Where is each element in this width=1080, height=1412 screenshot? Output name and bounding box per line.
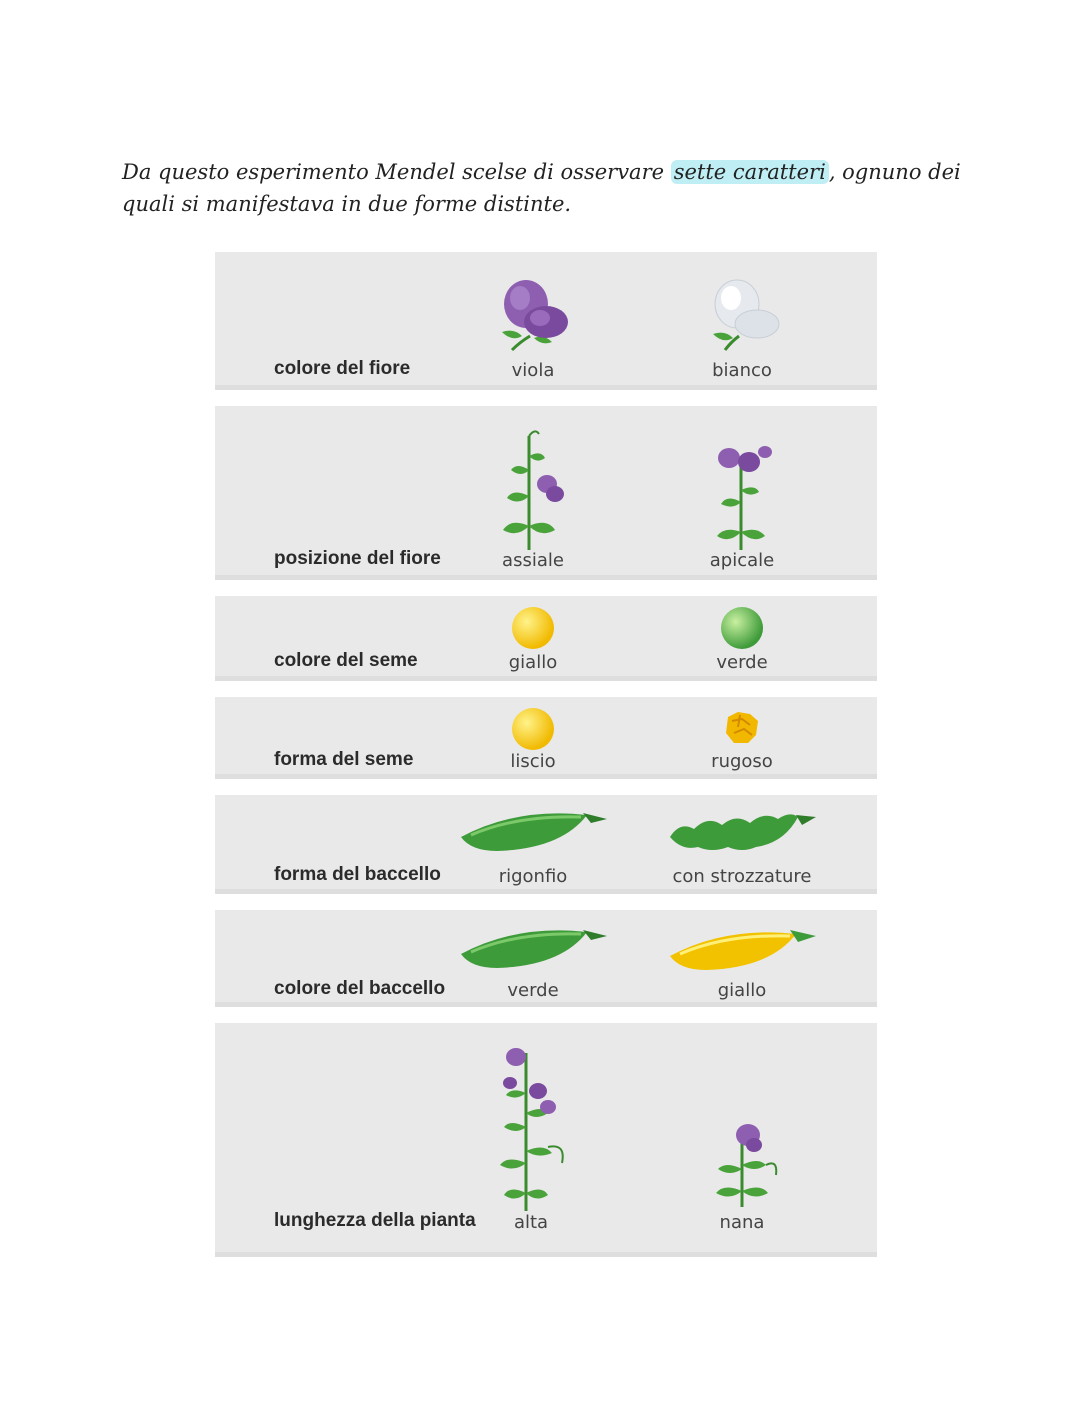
dwarf-plant-icon <box>702 1121 782 1207</box>
inflated-pod-icon <box>457 801 609 855</box>
white-flower-icon <box>699 276 785 354</box>
variant-a-label: rigonfio <box>498 866 568 887</box>
trait-label: forma del seme <box>274 749 414 770</box>
variant-a-label: verde <box>507 980 559 1001</box>
variant-a-label: viola <box>511 360 555 381</box>
variant-b-label: con strozzature <box>672 866 812 887</box>
variant-b-label: verde <box>716 652 768 673</box>
variant-b-label: giallo <box>717 980 767 1001</box>
trait-row-seed-color <box>215 596 877 681</box>
trait-row-flower-position <box>215 406 877 580</box>
trait-label: colore del fiore <box>274 358 411 379</box>
purple-flower-icon <box>490 276 576 354</box>
intro-text <box>122 156 982 220</box>
variant-b-label: nana <box>719 1212 765 1233</box>
trait-row-pod-color <box>215 910 877 1007</box>
trait-row-plant-height <box>215 1023 877 1257</box>
trait-label: posizione del fiore <box>274 548 441 569</box>
variant-a-label: giallo <box>508 652 558 673</box>
trait-label: colore del seme <box>274 650 418 671</box>
yellow-pod-icon <box>666 920 818 974</box>
green-pod-icon <box>457 918 609 972</box>
variant-b-label: apicale <box>709 550 775 571</box>
apical-flower-plant-icon <box>707 440 777 550</box>
trait-label: forma del baccello <box>274 864 441 885</box>
variant-b-label: rugoso <box>711 751 773 772</box>
yellow-seed-icon <box>511 606 555 650</box>
trait-row-seed-shape <box>215 697 877 779</box>
highlighted-phrase: sette caratteri <box>671 160 829 184</box>
variant-a-label: assiale <box>502 550 564 571</box>
trait-label: colore del baccello <box>274 978 446 999</box>
tall-plant-icon <box>486 1047 576 1211</box>
smooth-seed-icon <box>511 707 555 751</box>
axial-flower-plant-icon <box>493 426 573 550</box>
variant-a-label: liscio <box>510 751 556 772</box>
constricted-pod-icon <box>666 803 818 855</box>
trait-row-pod-shape <box>215 795 877 894</box>
variant-a-label: alta <box>513 1212 549 1233</box>
trait-row-flower-color <box>215 252 877 390</box>
variant-b-label: bianco <box>712 360 772 381</box>
trait-label: lunghezza della pianta <box>274 1210 476 1231</box>
green-seed-icon <box>720 606 764 650</box>
intro-text-end: , ognuno dei quali si manifestava in due forme distinte. <box>122 160 961 216</box>
wrinkled-seed-icon <box>722 709 762 747</box>
intro-text-start: Da questo esperimento Mendel scelse di osservare <box>122 160 671 184</box>
